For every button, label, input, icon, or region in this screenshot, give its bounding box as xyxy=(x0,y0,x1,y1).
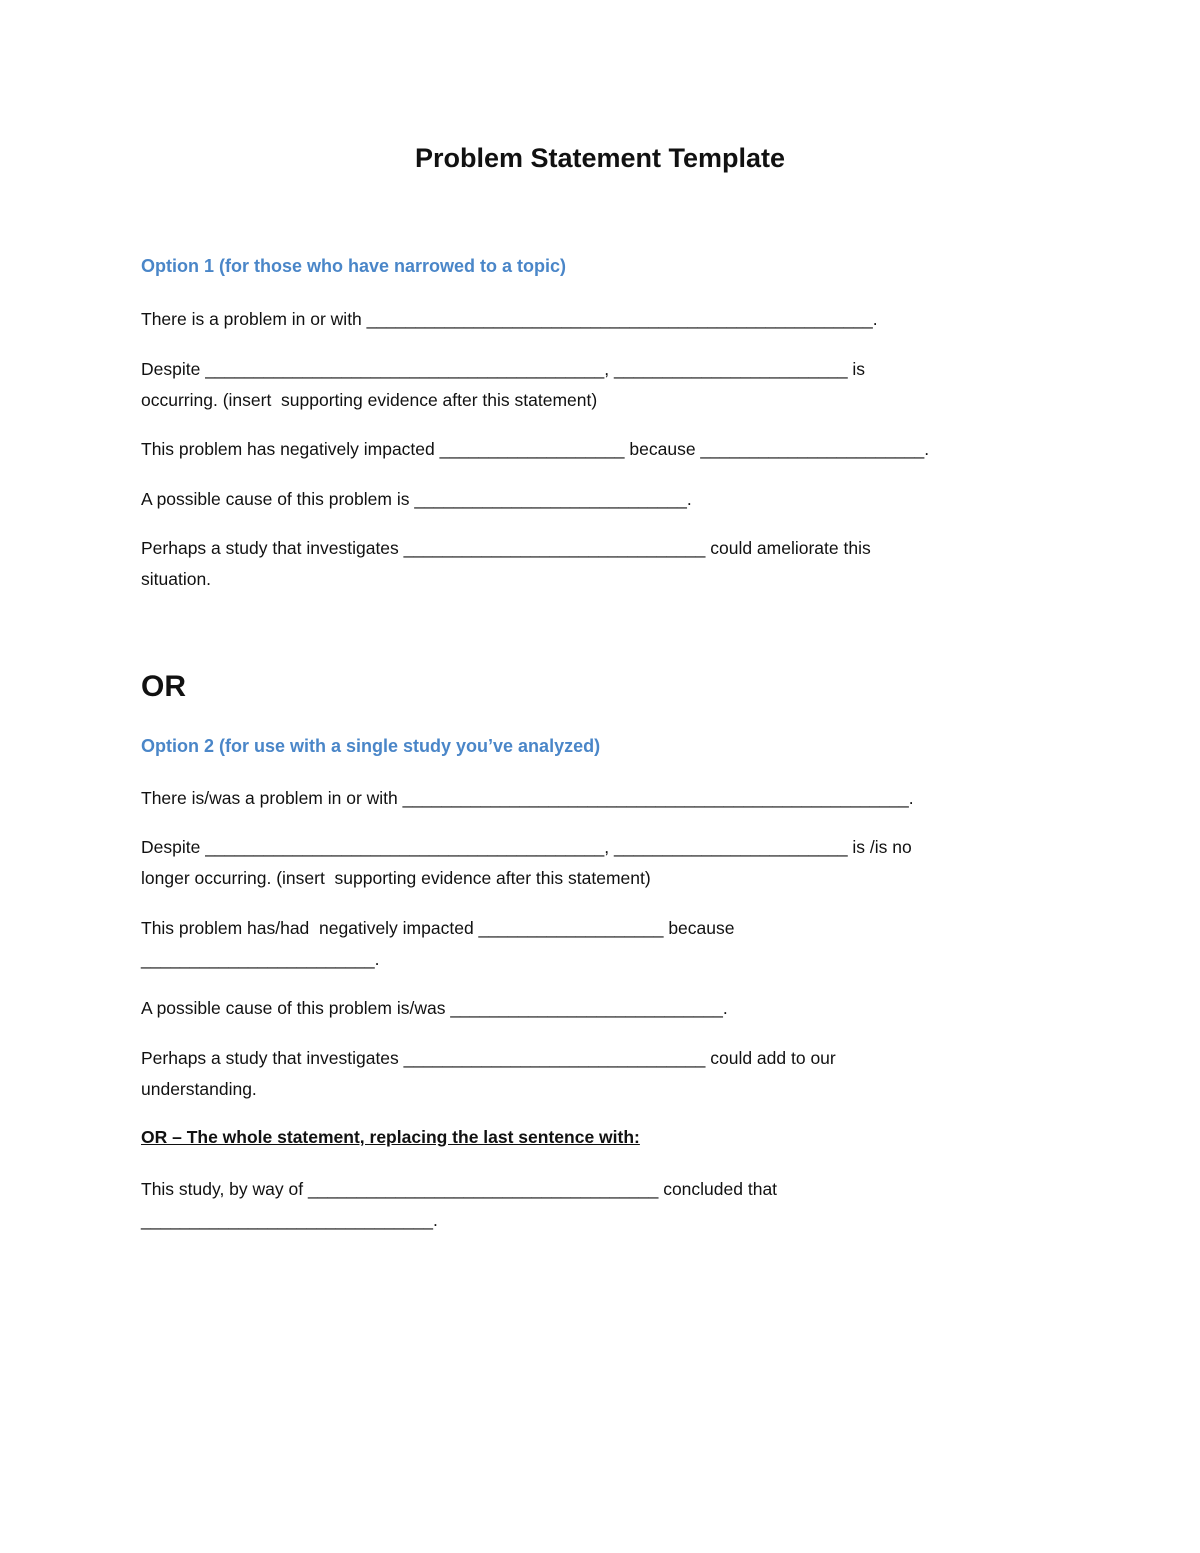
option-2-line-8: understanding. xyxy=(141,1079,257,1099)
alternative-heading: OR – The whole statement, replacing the last sentence with: xyxy=(141,1127,640,1147)
option-2-line-7: Perhaps a study that investigates _______________________________ could add to our xyxy=(141,1048,836,1068)
option-1-line-6: Perhaps a study that investigates _______________________________ could ameliorate this xyxy=(141,538,871,558)
option-1-heading: Option 1 (for those who have narrowed to a topic) xyxy=(141,256,567,276)
alternative-line-1: This study, by way of ____________________________________ concluded that xyxy=(141,1179,778,1199)
option-1-line-3: occurring. (insert supporting evidence after this statement) xyxy=(141,390,598,410)
option-1-line-5: A possible cause of this problem is ____________________________. xyxy=(141,489,692,509)
option-2-line-5: ________________________. xyxy=(141,949,380,969)
option-2-line-3: longer occurring. (insert supporting evidence after this statement) xyxy=(141,868,651,888)
or-divider: OR xyxy=(141,670,186,703)
option-1-line-2: Despite _________________________________________, ________________________ is xyxy=(141,359,866,379)
option-2-line-2: Despite _________________________________________, ________________________ is /is no xyxy=(141,837,912,857)
page-title: Problem Statement Template xyxy=(414,143,786,173)
alternative-line-2: ______________________________. xyxy=(141,1210,438,1230)
option-1-line-1: There is a problem in or with ____________________________________________________. xyxy=(141,309,878,329)
option-1-line-4: This problem has negatively impacted ___________________ because _______________________. xyxy=(141,439,930,459)
option-2-line-4: This problem has/had negatively impacted ___________________ because xyxy=(141,918,735,938)
option-2-line-1: There is/was a problem in or with ____________________________________________________. xyxy=(141,788,914,808)
option-2-heading: Option 2 (for use with a single study you’ve analyzed) xyxy=(141,736,601,756)
option-2-line-6: A possible cause of this problem is/was ____________________________. xyxy=(141,998,728,1018)
option-1-line-7: situation. xyxy=(141,569,212,589)
